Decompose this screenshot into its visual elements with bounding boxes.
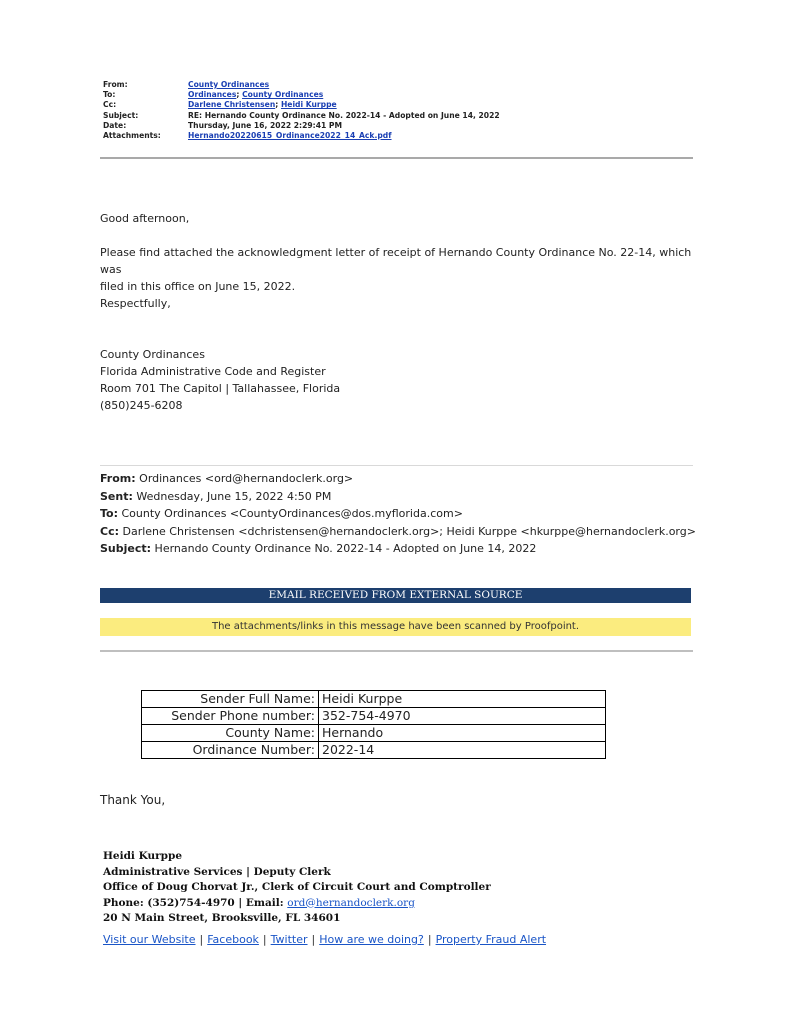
fwd-cc-value: Darlene Christensen <dchristensen@hernandoclerk.org>; Heidi Kurppe <hkurppe@hernandoclerk.org> (122, 524, 696, 538)
subject-value: RE: Hernando County Ordinance No. 2022-14 - Adopted on June 14, 2022 (188, 110, 500, 120)
to-label: To: (103, 90, 116, 100)
header-subject-row (103, 111, 693, 121)
cc-separator: ; (275, 100, 279, 110)
sender-info-table (141, 690, 606, 759)
reply-sig-line-2: Florida Administrative Code and Register (100, 365, 326, 378)
forward-divider (100, 465, 693, 466)
twitter-link[interactable]: Twitter (270, 933, 308, 946)
link-separator: | (199, 933, 204, 946)
greeting: Good afternoon, (100, 212, 190, 225)
reply-body (100, 244, 700, 295)
fwd-from-value: Ordinances <ord@hernandoclerk.org> (139, 472, 354, 485)
fwd-sent-label: Sent: (100, 489, 133, 503)
header-divider (100, 157, 693, 159)
reply-signature (100, 346, 340, 414)
table-row (142, 725, 606, 742)
fwd-subject-row (100, 540, 696, 558)
thanks-text: Thank You, (100, 793, 166, 807)
sig-name: Heidi Kurppe (103, 850, 183, 862)
facebook-link[interactable]: Facebook (207, 933, 259, 946)
clerk-signature (103, 849, 491, 927)
date-label: Date: (103, 120, 127, 130)
fwd-cc-label: Cc: (100, 524, 119, 538)
fwd-cc-row (100, 523, 696, 541)
header-cc-row (103, 100, 693, 110)
link-separator: | (427, 933, 432, 946)
sig-email-link[interactable]: ord@hernandoclerk.org (287, 896, 415, 909)
table-cell-label: County Name: (142, 725, 319, 742)
subject-label: Subject: (103, 110, 139, 120)
from-label: From: (103, 80, 128, 89)
table-cell-value: Hernando (319, 725, 606, 742)
fwd-to-label: To: (100, 507, 118, 521)
link-separator: | (311, 933, 316, 946)
fwd-sent-value: Wednesday, June 15, 2022 4:50 PM (136, 489, 332, 503)
header-date-row (103, 121, 693, 131)
sig-address: 20 N Main Street, Brooksville, FL 34601 (103, 912, 341, 924)
reply-sig-line-4: (850)245-6208 (100, 399, 183, 412)
reply-body-line-2: filed in this office on June 15, 2022. (100, 280, 296, 293)
closing: Respectfully, (100, 297, 171, 310)
cc-link-2[interactable]: Heidi Kurppe (280, 100, 337, 110)
fraud-alert-link[interactable]: Property Fraud Alert (435, 933, 547, 946)
table-cell-value: Heidi Kurppe (319, 691, 606, 708)
table-cell-value: 2022-14 (319, 742, 606, 759)
header-to-row (103, 90, 693, 100)
from-link[interactable]: County Ordinances (188, 80, 270, 89)
date-value: Thursday, June 16, 2022 2:29:41 PM (188, 120, 343, 130)
table-cell-label: Sender Full Name: (142, 691, 319, 708)
table-cell-label: Ordinance Number: (142, 742, 319, 759)
sig-phone-row (103, 896, 491, 912)
footer-links (103, 933, 546, 946)
to-separator: ; (236, 90, 240, 100)
table-cell-label: Sender Phone number: (142, 708, 319, 725)
cc-link-1[interactable]: Darlene Christensen (188, 100, 276, 110)
to-link-2[interactable]: County Ordinances (242, 90, 324, 100)
website-link[interactable]: Visit our Website (103, 933, 196, 946)
reply-body-line-1: Please find attached the acknowledgment letter of receipt of Hernando County Ordinance No. 22-14, which was (100, 246, 692, 276)
fwd-to-row (100, 505, 696, 523)
to-link-1[interactable]: Ordinances (188, 90, 237, 100)
fwd-to-value: County Ordinances <CountyOrdinances@dos.myflorida.com> (121, 507, 463, 521)
proofpoint-scan-notice: The attachments/links in this message have been scanned by Proofpoint. (100, 618, 691, 636)
link-separator: | (262, 933, 267, 946)
sig-title: Administrative Services | Deputy Clerk (103, 865, 331, 878)
sig-phone: Phone: (352)754-4970 | Email: (103, 896, 288, 909)
header-attachments-row (103, 131, 693, 141)
forwarded-header (100, 470, 696, 558)
fwd-sent-row (100, 488, 696, 506)
attachment-link[interactable]: Hernando20220615_Ordinance2022_14_Ack.pdf (188, 131, 392, 141)
table-row (142, 742, 606, 759)
sig-office: Office of Doug Chorvat Jr., Clerk of Circuit Court and Comptroller (103, 881, 491, 893)
cc-label: Cc: (103, 100, 117, 110)
fwd-from-row (100, 470, 696, 488)
banner-divider (100, 650, 693, 652)
external-source-banner: EMAIL RECEIVED FROM EXTERNAL SOURCE (100, 588, 691, 603)
fwd-subject-label: Subject: (100, 542, 152, 556)
table-cell-value: 352-754-4970 (319, 708, 606, 725)
table-row (142, 708, 606, 725)
survey-link[interactable]: How are we doing? (319, 933, 424, 946)
email-header (103, 80, 693, 141)
header-from-row (103, 80, 693, 90)
fwd-subject-value: Hernando County Ordinance No. 2022-14 - Adopted on June 14, 2022 (154, 542, 537, 556)
fwd-from-label: From: (100, 472, 136, 485)
reply-sig-line-1: County Ordinances (100, 348, 205, 361)
attachments-label: Attachments: (103, 131, 161, 141)
reply-sig-line-3: Room 701 The Capitol | Tallahassee, Florida (100, 382, 341, 395)
table-row (142, 691, 606, 708)
